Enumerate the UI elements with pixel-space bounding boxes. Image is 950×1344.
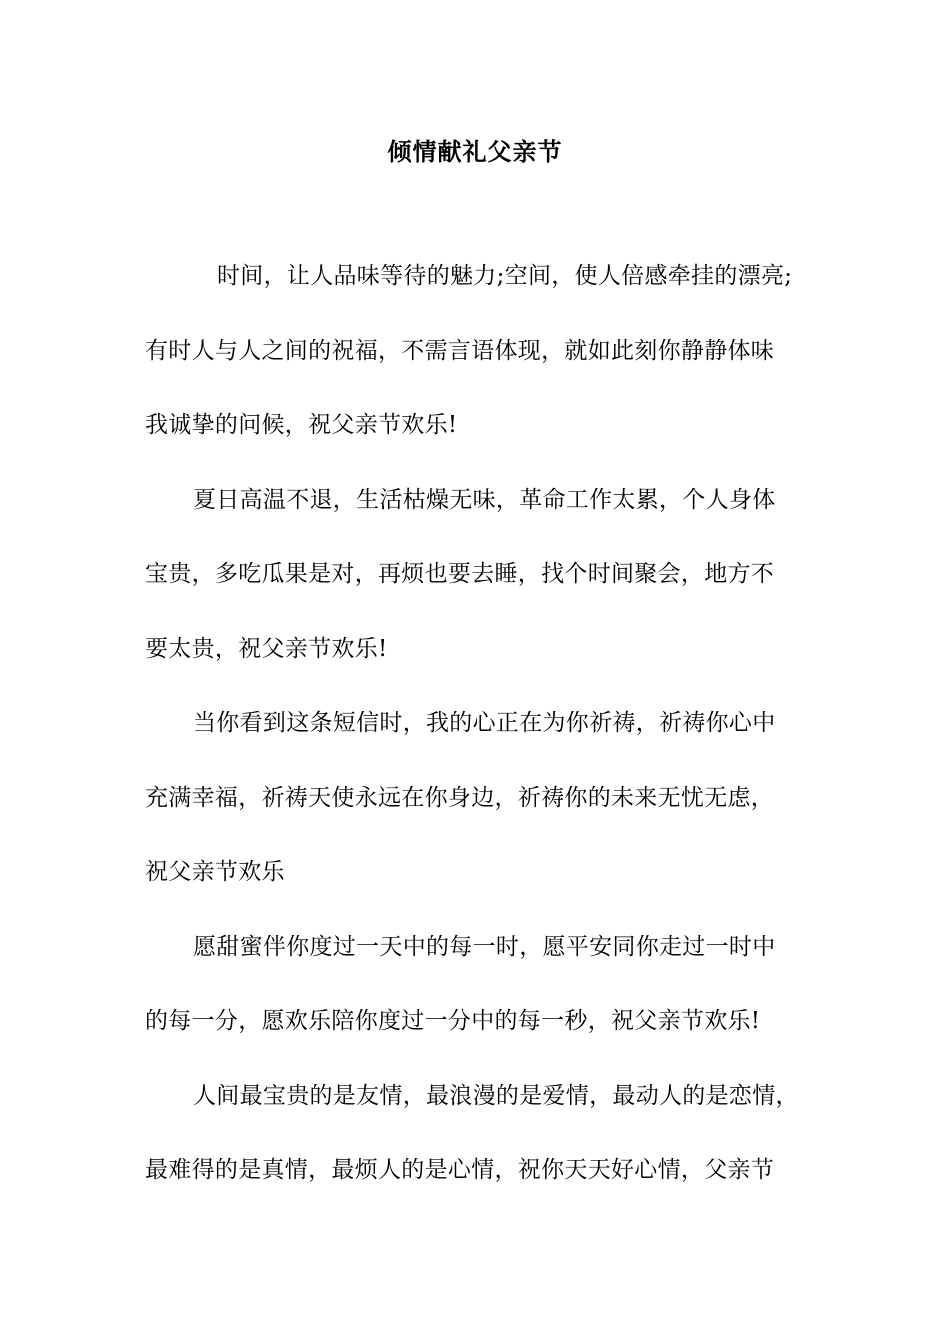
paragraph-1-line-3: 我诚挚的问候，祝父亲节欢乐! [145,412,458,438]
paragraph-1-line-1: 时间，让人品味等待的魅力;空间，使人倍感牵挂的漂亮; [217,263,793,289]
paragraph-3-line-1: 当你看到这条短信时，我的心正在为你祈祷，祈祷你心中 [193,710,776,736]
paragraph-3-line-2: 充满幸福，祈祷天使永远在你身边，祈祷你的未来无忧无虑， [145,784,775,811]
document-body [145,256,825,1225]
paragraph-1-line-2: 有时人与人之间的祝福，不需言语体现，就如此刻你静静体味 [145,337,775,364]
document-title: 倾情献礼父亲节 [387,137,563,166]
paragraph-2-line-3: 要太贵，祝父亲节欢乐! [145,635,388,662]
paragraph-3-line-3: 祝父亲节欢乐 [145,859,285,885]
paragraph-4-line-2: 的每一分，愿欢乐陪你度过一分中的每一秒，祝父亲节欢乐! [145,1008,761,1034]
paragraph-2-line-2: 宝贵，多吃瓜果是对，再烦也要去睡，找个时间聚会，地方不 [145,561,775,587]
paragraph-5-line-2: 最难得的是真情，最烦人的是心情，祝你天天好心情，父亲节 [145,1157,775,1183]
paragraph-4-line-1: 愿甜蜜伴你度过一天中的每一时，愿平安同你走过一时中 [193,933,776,960]
paragraph-2-line-1: 夏日高温不退，生活枯燥无味，革命工作太累，个人身体 [193,486,776,513]
paragraph-5-line-1: 人间最宝贵的是友情，最浪漫的是爱情，最动人的是恋情， [193,1082,799,1109]
